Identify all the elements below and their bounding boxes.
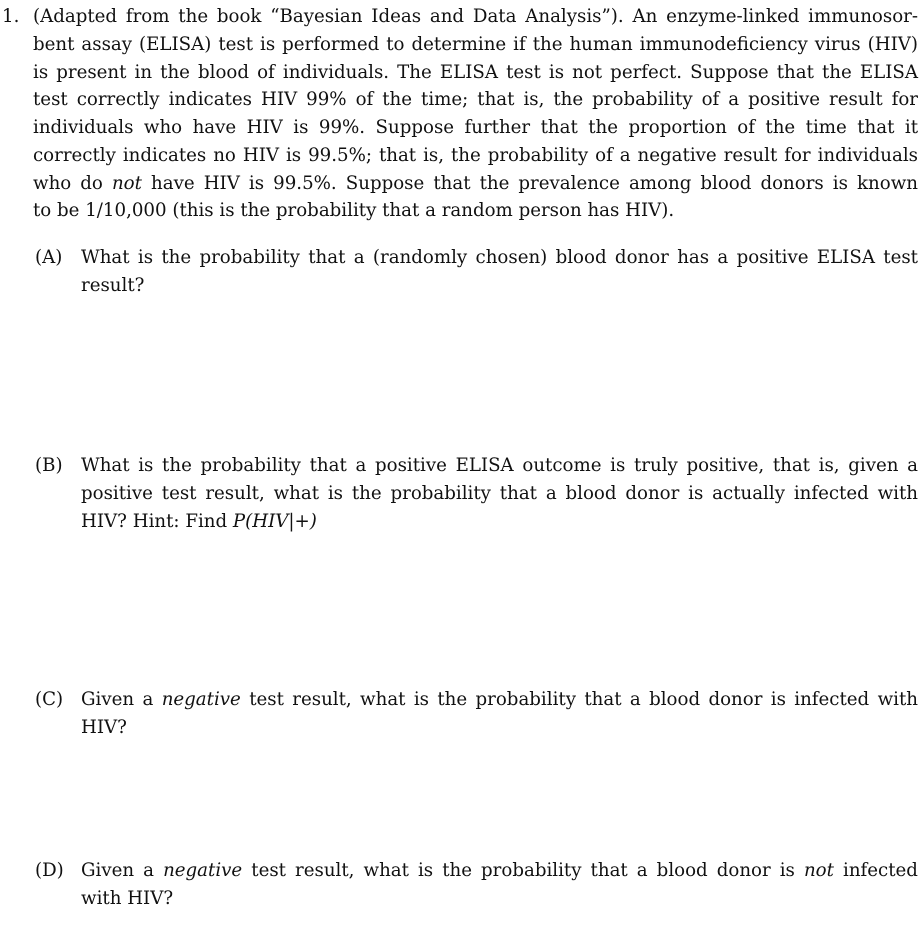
intro-line-7-emphasis: not [111,173,142,194]
part-d-emphasis: negative [163,860,243,881]
intro-line-5: individuals who have HIV is 99%. Suppose further that the proportion of the time that it [33,117,918,138]
part-c-line-1 [81,686,918,714]
part-b-label: (B) [35,455,63,476]
part-d-label: (D) [35,860,64,881]
part-b-line-2: positive test result, what is the probability that a blood donor is actually infected with [81,483,918,504]
part-b-hint-formula: P(HIV|+) [232,511,317,532]
intro-line-7-before: who do [33,173,103,194]
part-b-line-3 [81,508,918,536]
part-c-before: Given a [81,689,154,710]
part-b-hint-text: HIV? Hint: Find [81,511,228,532]
part-d-after: infected [843,860,918,881]
intro-line-7 [33,170,918,198]
part-d-mid: test result, what is the probability that a blood donor is [251,860,795,881]
intro-line-3: is present in the blood of individuals. The ELISA test is not perfect. Suppose that the ELISA [33,62,918,83]
part-c-emphasis: negative [161,689,241,710]
intro-line-1: (Adapted from the book “Bayesian Ideas and Data Analysis”). An enzyme-linked immunosor- [33,6,918,27]
intro-line-8: to be 1/10,000 (this is the probability that a random person has HIV). [33,200,675,221]
intro-line-4: test correctly indicates HIV 99% of the time; that is, the probability of a positive result for [33,89,918,110]
problem-number: 1. [2,6,20,27]
intro-line-6: correctly indicates no HIV is 99.5%; that is, the probability of a negative result for individuals [33,145,918,166]
part-a-line-2: result? [81,275,145,296]
part-d-emphasis-2: not [803,860,834,881]
part-c-after: test result, what is the probability that a blood donor is infected with [249,689,918,710]
part-a-line-1: What is the probability that a (randomly chosen) blood donor has a positive ELISA test [81,247,918,268]
part-d-before: Given a [81,860,154,881]
part-b-line-1: What is the probability that a positive ELISA outcome is truly positive, that is, given a [81,455,918,476]
part-d-line-2: with HIV? [81,888,174,909]
part-c-line-2: HIV? [81,717,127,738]
part-c-label: (C) [35,689,64,710]
part-a-label: (A) [35,247,63,268]
intro-line-2: bent assay (ELISA) test is performed to determine if the human immunodeficiency virus (HIV) [33,34,918,55]
intro-line-7-after: have HIV is 99.5%. Suppose that the prevalence among blood donors is known [151,173,918,194]
part-d-line-1 [81,857,918,885]
